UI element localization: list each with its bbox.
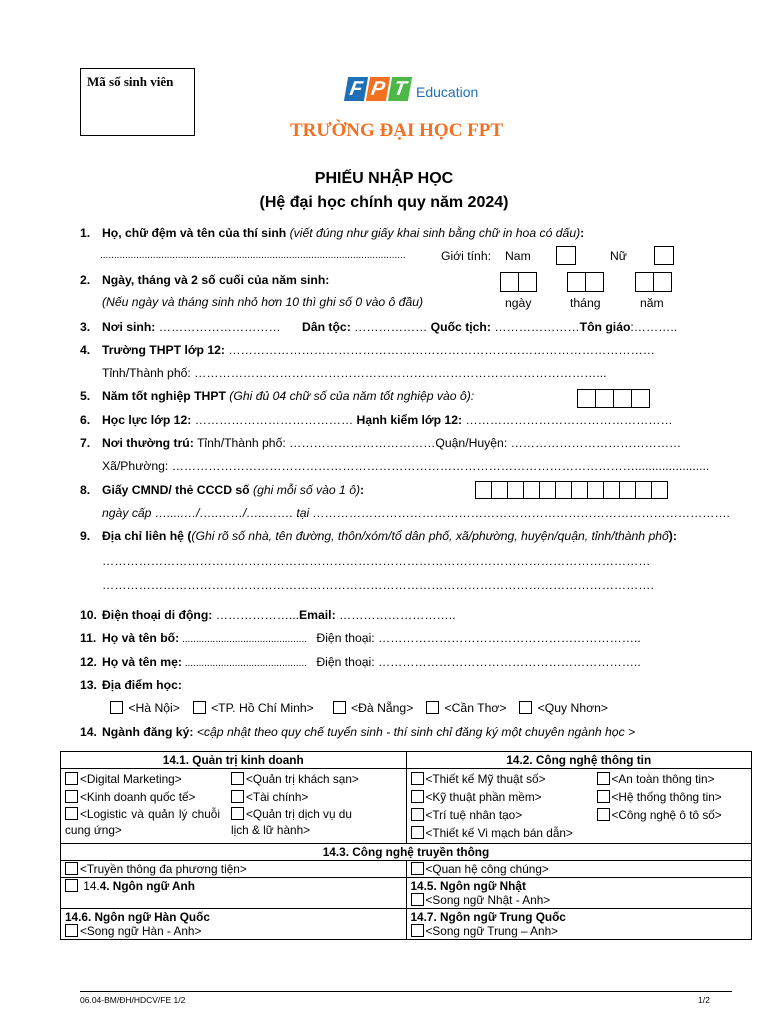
q3-row[interactable]: 3. Nơi sinh: ………………………… Dân tộc: ……………… Quốc tịch: …………………Tôn giáo:……….. — [80, 320, 678, 334]
majors-table — [60, 751, 752, 940]
major-group-japanese: 14.5. Ngôn ngữ Nhật — [410, 879, 526, 893]
id-number-boxes[interactable] — [476, 481, 668, 499]
major-group-business: 14.1. Quản trị kinh doanh — [61, 752, 407, 769]
fullname-field[interactable]: .............................................................................................................. — [100, 250, 406, 261]
logo-word: Education — [416, 84, 479, 100]
q9-row: 9. Địa chỉ liên hệ ((Ghi rõ số nhà, tên đường, thôn/xóm/tổ dân phố, xã/phường, huyện/quận, tỉnh/thành phố): — [80, 529, 677, 543]
major-option[interactable]: <Logistic và quản lý chuỗi cung ứng> — [65, 807, 220, 837]
campus-options — [110, 701, 608, 715]
major-option[interactable]: <Song ngữ Nhật - Anh> — [411, 893, 748, 907]
year-caption: năm — [640, 296, 664, 310]
q1-label: Họ, chữ đệm và tên của thí sinh — [102, 226, 287, 240]
gender-male-checkbox[interactable] — [556, 246, 576, 265]
major-option[interactable]: <Trí tuệ nhân tạo> — [411, 806, 597, 824]
month-caption: tháng — [570, 296, 601, 310]
major-option[interactable]: <Digital Marketing> — [65, 770, 231, 788]
q2-label: Ngày, tháng và 2 số cuối của năm sinh: — [102, 273, 330, 287]
form-subtitle: (Hệ đại học chính quy năm 2024) — [259, 194, 509, 211]
logo-letter-t: T — [388, 77, 412, 101]
major-option[interactable]: <Hệ thống thông tin> — [597, 788, 748, 806]
student-id-box[interactable] — [80, 68, 195, 136]
gender-female-checkbox[interactable] — [654, 246, 674, 265]
student-id-label: Mã số sinh viên — [87, 74, 174, 89]
campus-cantho[interactable]: <Cần Thơ> — [426, 701, 506, 715]
university-name: TRƯỜNG ĐẠI HỌC FPT — [290, 120, 504, 141]
major-option[interactable]: <Quản trị dịch vụ du lịch & lữ hành> — [231, 807, 352, 837]
major-option[interactable]: <Kinh doanh quốc tế> — [65, 788, 231, 806]
major-option[interactable]: <Tài chính> — [231, 788, 402, 806]
major-option[interactable]: <Kỹ thuật phần mềm> — [411, 788, 597, 806]
form-title: PHIẾU NHẬP HỌC — [314, 170, 454, 187]
fpt-logo — [346, 74, 478, 104]
major-option[interactable]: <Truyền thông đa phương tiện> — [61, 861, 407, 878]
q1-row: 1. Họ, chữ đệm và tên của thí sinh (viết đúng như giấy khai sinh bằng chữ in hoa có dấu): — [80, 226, 585, 240]
q7-row[interactable]: 7. Nơi thường trú: Tỉnh/Thành phố: ………………………………Quận/Huyện: …………………………………… — [80, 436, 682, 450]
gender-label: Giới tính: — [441, 249, 491, 263]
q6-row[interactable]: 6. Học lực lớp 12: ………………………………… Hạnh kiểm lớp 12: …………………………………………… — [80, 413, 673, 427]
major-option[interactable]: <Quan hệ công chúng> — [406, 861, 752, 878]
birth-year-boxes[interactable] — [636, 272, 672, 292]
day-caption: ngày — [505, 296, 532, 310]
q13-row: 13. Địa điểm học: — [80, 678, 182, 692]
q12-row[interactable]: 12. Họ và tên mẹ: ............................................ Điện thoại: ……………………………………………………….. — [80, 655, 641, 669]
q7-ward-row[interactable]: Xã/Phường: ……………………………………………………………………………………………………...................... — [102, 459, 710, 473]
major-group-english[interactable]: 14.4. Ngôn ngữ Anh — [61, 878, 407, 909]
campus-danang[interactable]: <Đà Nẵng> — [333, 701, 414, 715]
major-option[interactable]: <An toàn thông tin> — [597, 770, 748, 788]
footer-rule — [80, 991, 732, 992]
major-group-chinese: 14.7. Ngôn ngữ Trung Quốc — [410, 910, 566, 924]
q4-row[interactable]: 4. Trường THPT lớp 12: …………………………………………………………………………………………… — [80, 343, 655, 357]
q10-row[interactable]: 10. Điện thoại di động: ………………...Email: ……………………….. — [80, 608, 456, 622]
logo-letter-f: F — [344, 77, 368, 101]
id-issue-line[interactable]: ngày cấp ….....…/…..……/…..……. tại …………………………………………………………………………………………. — [102, 506, 731, 520]
major-group-it: 14.2. Công nghệ thông tin — [406, 752, 752, 769]
major-option[interactable]: <Song ngữ Hàn - Anh> — [65, 924, 402, 938]
footer-code: 06.04-BM/ĐH/HDCV/FE 1/2 — [80, 995, 186, 1005]
q5-row: 5. Năm tốt nghiệp THPT (Ghi đủ 04 chữ số của năm tốt nghiệp vào ô): — [80, 389, 475, 403]
campus-hanoi[interactable]: <Hà Nội> — [110, 701, 180, 715]
major-option[interactable]: <Công nghệ ô tô số> — [597, 806, 748, 824]
gender-male-label: Nam — [505, 249, 531, 263]
birth-day-boxes[interactable] — [501, 272, 537, 292]
campus-hcm[interactable]: <TP. Hồ Chí Minh> — [193, 701, 314, 715]
q4-city-row[interactable]: Tỉnh/Thành phố: ………………………………………………………………………………………... — [102, 366, 607, 380]
major-option[interactable]: <Thiết kế Mỹ thuật số> — [411, 770, 597, 788]
gender-female-label: Nữ — [610, 249, 627, 263]
address-line-1[interactable]: ……………………………………………………………………………………………………………………… — [102, 554, 651, 568]
major-option[interactable]: <Thiết kế Vi mạch bán dẫn> — [411, 824, 597, 842]
address-line-2[interactable]: ………………………………………………………………………………………………………………………. — [102, 578, 654, 592]
q1-note: (viết đúng như giấy khai sinh bằng chữ in hoa có dấu) — [289, 226, 581, 240]
major-option[interactable]: <Song ngữ Trung – Anh> — [411, 924, 748, 938]
campus-quynhon[interactable]: <Quy Nhơn> — [519, 701, 608, 715]
major-group-media: 14.3. Công nghệ truyền thông — [61, 844, 752, 861]
footer-page: 1/2 — [698, 995, 710, 1005]
q2-note: (Nếu ngày và tháng sinh nhỏ hơn 10 thì ghi số 0 vào ô đầu) — [102, 295, 424, 309]
major-option[interactable]: <Quản trị khách sạn> — [231, 770, 402, 788]
logo-letter-p: P — [366, 77, 390, 101]
q2-row: 2. Ngày, tháng và 2 số cuối của năm sinh: — [80, 273, 330, 287]
q8-row: 8. Giấy CMND/ thẻ CCCD số (ghi mỗi số vào 1 ô): — [80, 483, 365, 497]
birth-month-boxes[interactable] — [568, 272, 604, 292]
graduation-year-boxes[interactable] — [578, 389, 650, 408]
major-group-korean: 14.6. Ngôn ngữ Hàn Quốc — [65, 910, 210, 924]
q14-row: 14. Ngành đăng ký: <cập nhật theo quy chế tuyển sinh - thí sinh chỉ đăng ký một chuyên ngành học > — [80, 725, 636, 739]
q11-row[interactable]: 11. Họ và tên bố: ............................................. Điện thoại: ……………………………………………………….. — [80, 631, 641, 645]
